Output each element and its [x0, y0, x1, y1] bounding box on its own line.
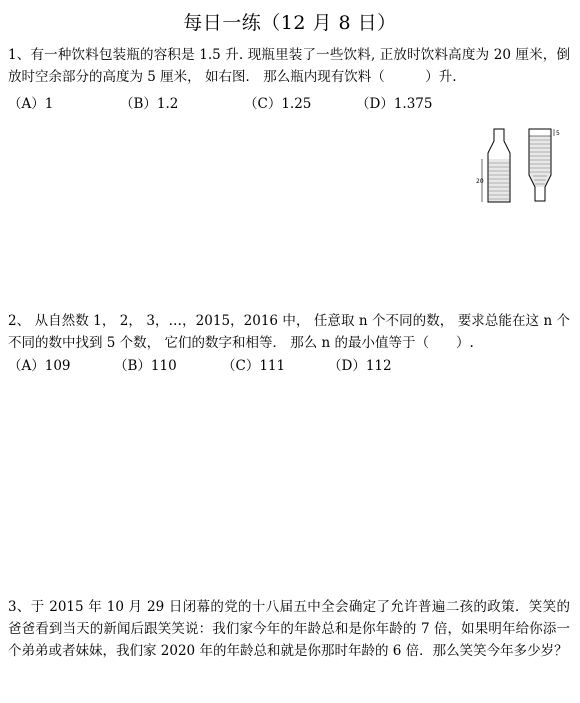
question-2-option-a: （A）109: [8, 358, 71, 374]
bottle-figure: [470, 125, 570, 207]
question-1-options: [8, 92, 570, 112]
question-2-option-c: （C）111: [222, 358, 286, 374]
question-1-option-b: （B）1.2: [120, 96, 179, 112]
inverted-liquid: [529, 136, 551, 174]
question-1-option-c: （C）1.25: [244, 96, 312, 112]
question-3-text: 3、于 2015 年 10 月 29 日闭幕的党的十八届五中全会确定了允许普遍二孩的政策．笑笑的爸爸看到当天的新闻后跟笑笑说：我们家今年的年龄总和是你年龄的 7 倍，如果明年给你添一个弟弟或者妹妹，我们家 2020 年的年龄总和就是你那时年龄的 6 倍．那么笑笑今年多少岁？: [8, 599, 570, 659]
inverted-bottle: [529, 129, 560, 201]
height-label: 20: [476, 178, 484, 185]
question-1-text: 1、有一种饮料包装瓶的容积是 1.5 升. 现瓶里装了一些饮料, 正放时饮料高度为 20 厘米，倒放时空余部分的高度为 5 厘米， 如右图． 那么瓶内现有饮料（ ）升.: [8, 47, 570, 85]
upright-bottle: [476, 129, 510, 202]
question-2-text: 2、 从自然数 1， 2， 3，…，2015，2016 中， 任意取 n 个不同的数， 要求总能在这 n 个不同的数中找到 5 个数， 它们的数字和相等． 那么 n 的最小值等于（ ）.: [8, 313, 570, 351]
question-2-option-b: （B）110: [114, 358, 177, 374]
question-1-option-a: （A）1: [8, 96, 54, 112]
gap-label: 5: [556, 130, 560, 137]
page-title: 每日一练（12 月 8 日）: [183, 12, 397, 34]
question-2-options: [8, 354, 570, 374]
question-1-option-d: （D）1.375: [356, 96, 433, 112]
upright-liquid: [488, 159, 510, 202]
question-2-option-d: （D）112: [328, 358, 392, 374]
